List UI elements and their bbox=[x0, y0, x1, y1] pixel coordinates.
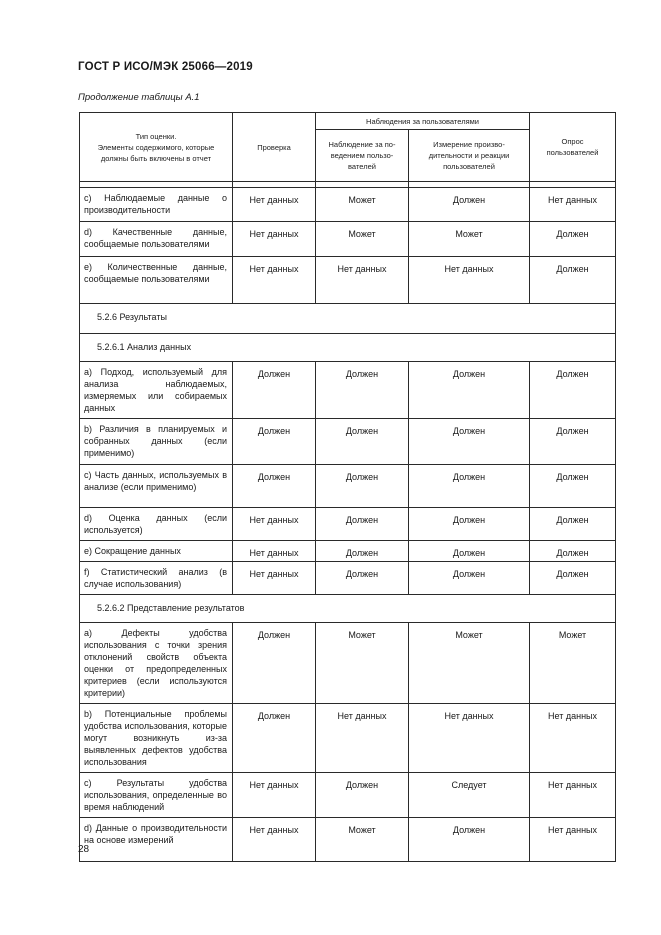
cell-observation: Должен bbox=[316, 465, 409, 508]
section-row bbox=[80, 334, 616, 362]
table-row bbox=[80, 222, 616, 257]
table-row bbox=[80, 562, 616, 595]
cell-check: Нет данных bbox=[233, 508, 316, 541]
cell-observation: Может bbox=[316, 188, 409, 222]
document-standard-title: ГОСТ Р ИСО/МЭК 25066—2019 bbox=[78, 61, 253, 73]
cell-check: Нет данных bbox=[233, 257, 316, 304]
cell-survey: Нет данных bbox=[530, 704, 616, 773]
section-heading-data-analysis: 5.2.6.1 Анализ данных bbox=[80, 334, 616, 362]
row-item-label: d) Оценка данных (если используется) bbox=[80, 508, 233, 541]
table-row bbox=[80, 623, 616, 704]
cell-check: Должен bbox=[233, 704, 316, 773]
cell-check: Нет данных bbox=[233, 188, 316, 222]
cell-survey: Должен bbox=[530, 541, 616, 562]
cell-measurement: Следует bbox=[409, 773, 530, 818]
cell-survey: Должен bbox=[530, 419, 616, 465]
cell-measurement: Должен bbox=[409, 465, 530, 508]
cell-survey: Должен bbox=[530, 362, 616, 419]
row-item-label: e) Сокращение данных bbox=[80, 541, 233, 562]
cell-observation: Должен bbox=[316, 508, 409, 541]
cell-observation: Должен bbox=[316, 773, 409, 818]
row-item-label: b) Различия в планируемых и собранных данных (если применимо) bbox=[80, 419, 233, 465]
row-item-label: a) Дефекты удобства использования с точки зрения отклонений свойств объекта оценки от предопределенных критериев (если используются критерии) bbox=[80, 623, 233, 704]
cell-measurement: Должен bbox=[409, 419, 530, 465]
cell-measurement: Нет данных bbox=[409, 257, 530, 304]
cell-measurement: Может bbox=[409, 222, 530, 257]
header-user-observations: Наблюдения за пользователями bbox=[316, 113, 530, 130]
cell-check: Нет данных bbox=[233, 562, 316, 595]
cell-measurement: Должен bbox=[409, 562, 530, 595]
cell-observation: Может bbox=[316, 222, 409, 257]
cell-survey: Должен bbox=[530, 562, 616, 595]
cell-observation: Должен bbox=[316, 541, 409, 562]
table-caption: Продолжение таблицы А.1 bbox=[78, 92, 200, 103]
cell-measurement: Должен bbox=[409, 188, 530, 222]
table-row bbox=[80, 773, 616, 818]
section-heading-results-presentation: 5.2.6.2 Представление результатов bbox=[80, 595, 616, 623]
header-performance-measurement: Измерение произво- дительности и реакции пользователей bbox=[409, 130, 530, 182]
cell-measurement: Должен bbox=[409, 362, 530, 419]
table-row bbox=[80, 257, 616, 304]
row-item-label: c) Результаты удобства использования, определенные во время наблюдений bbox=[80, 773, 233, 818]
row-item-label: c) Наблюдаемые данные о производительности bbox=[80, 188, 233, 222]
cell-measurement: Должен bbox=[409, 541, 530, 562]
row-item-label: e) Количественные данные, сообщаемые пользователями bbox=[80, 257, 233, 304]
cell-measurement: Нет данных bbox=[409, 704, 530, 773]
table-row bbox=[80, 508, 616, 541]
section-heading-results: 5.2.6 Результаты bbox=[80, 304, 616, 334]
cell-observation: Может bbox=[316, 818, 409, 862]
cell-observation: Должен bbox=[316, 362, 409, 419]
page-number: 28 bbox=[78, 844, 90, 855]
cell-observation: Должен bbox=[316, 419, 409, 465]
cell-observation: Может bbox=[316, 623, 409, 704]
cell-survey: Нет данных bbox=[530, 818, 616, 862]
cell-check: Нет данных bbox=[233, 773, 316, 818]
requirements-table bbox=[79, 112, 616, 862]
cell-survey: Должен bbox=[530, 222, 616, 257]
cell-survey: Должен bbox=[530, 508, 616, 541]
row-item-label: b) Потенциальные проблемы удобства использования, которые могут возникнуть из-за выявленных дефектов удобства использования bbox=[80, 704, 233, 773]
header-behavior-observation: Наблюдение за по- ведением пользо- вателей bbox=[316, 130, 409, 182]
cell-check: Нет данных bbox=[233, 818, 316, 862]
cell-check: Должен bbox=[233, 623, 316, 704]
row-item-label: a) Подход, используемый для анализа наблюдаемых, измеряемых или собираемых данных bbox=[80, 362, 233, 419]
cell-observation: Должен bbox=[316, 562, 409, 595]
cell-observation: Нет данных bbox=[316, 704, 409, 773]
header-evaluation-type: Тип оценки. Элементы содержимого, которые должны быть включены в отчет bbox=[80, 113, 233, 182]
header-check: Проверка bbox=[233, 113, 316, 182]
row-item-label: d) Качественные данные, сообщаемые пользователями bbox=[80, 222, 233, 257]
cell-survey: Должен bbox=[530, 465, 616, 508]
section-row bbox=[80, 595, 616, 623]
table-row bbox=[80, 188, 616, 222]
section-row bbox=[80, 304, 616, 334]
row-item-label: d) Данные о производительности на основе измерений bbox=[80, 818, 233, 862]
table-row bbox=[80, 704, 616, 773]
cell-survey: Нет данных bbox=[530, 188, 616, 222]
table-row bbox=[80, 465, 616, 508]
table-row bbox=[80, 419, 616, 465]
header-user-survey: Опрос пользователей bbox=[530, 113, 616, 182]
table-row bbox=[80, 541, 616, 562]
cell-survey: Должен bbox=[530, 257, 616, 304]
cell-measurement: Может bbox=[409, 623, 530, 704]
cell-check: Должен bbox=[233, 465, 316, 508]
row-item-label: c) Часть данных, используемых в анализе (если применимо) bbox=[80, 465, 233, 508]
cell-check: Нет данных bbox=[233, 222, 316, 257]
table-row bbox=[80, 818, 616, 862]
cell-check: Должен bbox=[233, 419, 316, 465]
cell-survey: Нет данных bbox=[530, 773, 616, 818]
cell-survey: Может bbox=[530, 623, 616, 704]
cell-measurement: Должен bbox=[409, 508, 530, 541]
cell-check: Должен bbox=[233, 362, 316, 419]
cell-observation: Нет данных bbox=[316, 257, 409, 304]
cell-measurement: Должен bbox=[409, 818, 530, 862]
table-row bbox=[80, 362, 616, 419]
cell-check: Нет данных bbox=[233, 541, 316, 562]
row-item-label: f) Статистический анализ (в случае использования) bbox=[80, 562, 233, 595]
